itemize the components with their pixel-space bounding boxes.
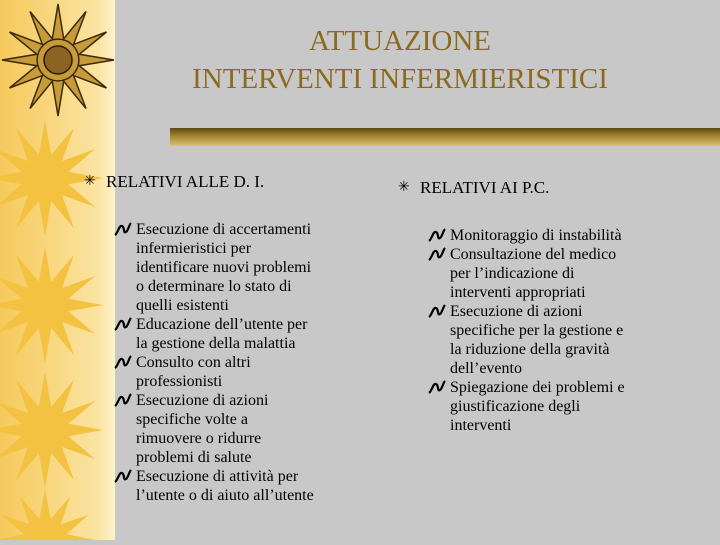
squiggle-bullet-icon [114,468,132,484]
sun-core-icon [22,407,68,453]
slide-title [110,22,690,98]
list-item-line: interventi [450,417,512,434]
right-heading-text: RELATIVI AI P.C. [420,178,550,197]
list-item-line: Monitoraggio di instabilità [450,227,622,244]
left-heading [84,172,384,192]
squiggle-bullet-icon [428,379,446,395]
list-item [114,391,384,467]
list-item-line: specifiche volte a [136,411,248,428]
sun-core-icon [22,155,68,201]
list-item-line: giustificazione degli [450,398,581,415]
list-item-line: interventi appropriati [450,284,586,301]
list-item-line: Consultazione del medico [450,246,617,263]
list-item [114,220,384,315]
squiggle-bullet-icon [114,392,132,408]
list-item-line: infermieristici per [136,240,252,257]
list-item-line: Esecuzione di accertamenti [136,221,312,238]
list-item [114,315,384,353]
list-item-line: dell’evento [450,360,522,377]
list-item-line: l’utente o di aiuto all’utente [136,487,314,504]
list-item-line: identificare nuovi problemi [136,259,312,276]
title-line-2: INTERVENTI INFERMIERISTICI [192,63,608,95]
list-item [428,302,698,378]
list-item-line: problemi di salute [136,449,252,466]
squiggle-bullet-icon [114,354,132,370]
sun-face-icon [44,46,72,74]
list-item-line: la riduzione della gravità [450,341,610,358]
left-heading-text: RELATIVI ALLE D. I. [106,172,265,191]
list-item-line: quelli esistenti [136,297,229,314]
list-item-line: la gestione della malattia [136,335,296,352]
list-item-line: per l’indicazione di [450,265,575,282]
squiggle-bullet-icon [428,246,446,262]
right-item-list [428,226,698,435]
list-item-line: Spiegazione dei problemi e [450,379,625,396]
list-item-line: rimuovere o ridurre [136,430,262,447]
sun-core-icon [22,282,68,328]
list-item-line: o determinare lo stato di [136,278,292,295]
list-item-line: Esecuzione di azioni [450,303,583,320]
list-item-line: specifiche per la gestione e [450,322,624,339]
list-item [428,245,698,302]
star-bullet-icon: ✳ [84,174,96,189]
right-column [398,178,698,435]
squiggle-bullet-icon [114,316,132,332]
list-item [114,467,384,505]
star-bullet-icon: ✳ [398,180,410,195]
list-item-line: Consulto con altri [136,354,251,371]
list-item [428,378,698,435]
squiggle-bullet-icon [428,227,446,243]
left-column [84,172,384,505]
list-item-line: professionisti [136,373,223,390]
title-divider-bar [170,128,720,146]
list-item-line: Esecuzione di attività per [136,468,299,485]
squiggle-bullet-icon [428,303,446,319]
right-heading [398,178,698,198]
title-line-1: ATTUAZIONE [308,25,491,57]
list-item [114,353,384,391]
list-item [428,226,698,245]
list-item-line: Educazione dell’utente per [136,316,308,333]
list-item-line: Esecuzione di azioni [136,392,269,409]
left-item-list [114,220,384,505]
squiggle-bullet-icon [114,221,132,237]
